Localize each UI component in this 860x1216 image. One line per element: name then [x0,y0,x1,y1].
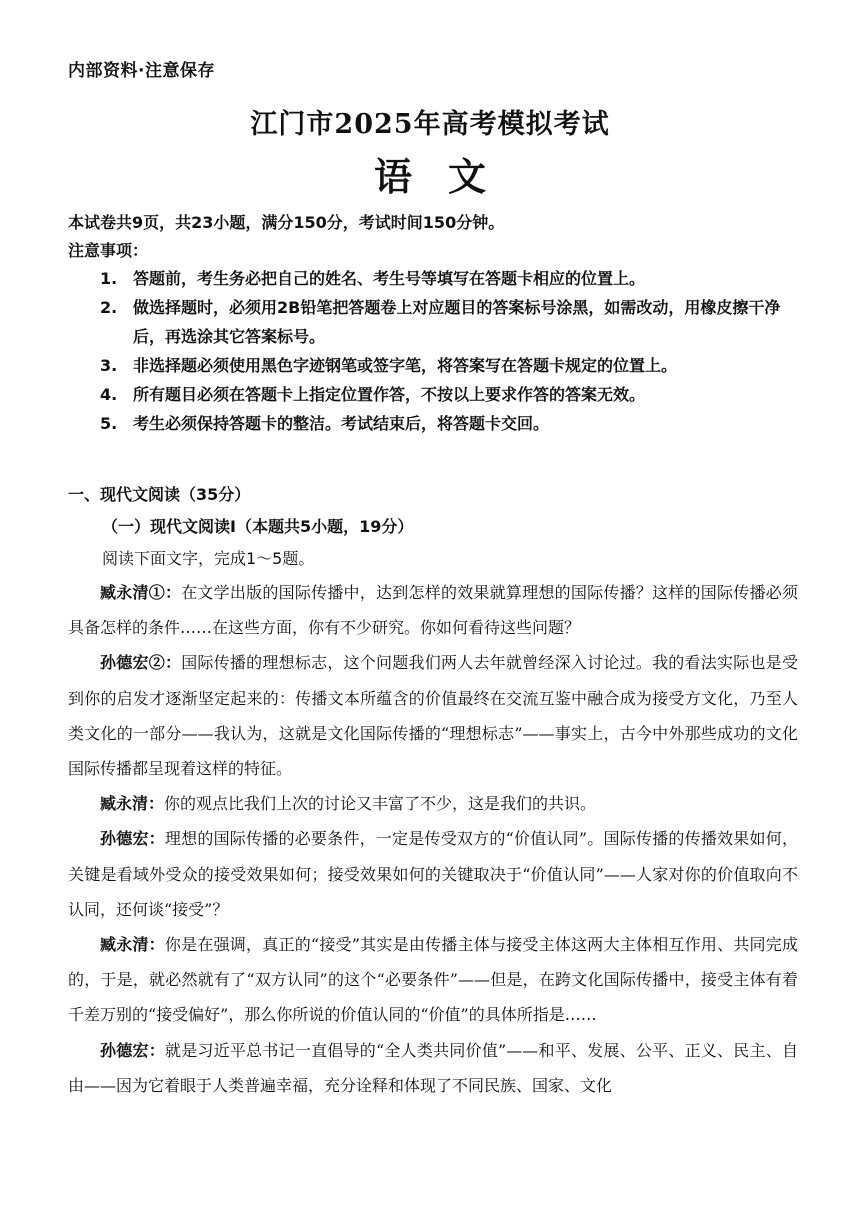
reading-passage [68,575,798,1103]
subject-title: 语文 [373,154,522,199]
exam-title: 江门市2025年高考模拟考试 [250,109,610,140]
speaker-name: 孙德宏： [100,1040,165,1060]
note-item [100,264,805,293]
note-text: 答题前，考生务必把自己的姓名、考生号等填写在答题卡相应的位置上。 [133,269,646,288]
paragraph-text: 理想的国际传播的必要条件，一定是传受双方的“价值认同”。国际传播的传播效果如何，关键是看域外受众的接受效果如何；接受效果如何的关键取决于“价值认同”——人家对你的价值取向不认同，还何谈“接受”？ [68,829,798,919]
note-item [100,380,805,409]
paragraph-text: 你是在强调，真正的“接受”其实是由传播主体与接受主体这两大主体相互作用、共同完成的，于是，就必然就有了“双方认同”的这个“必要条件”——但是，在跨文化国际传播中，接受主体有着千差万别的“接受偏好”，那么你所说的价值认同的“价值”的具体所指是…… [68,935,798,1025]
speaker-name: 臧永清： [100,935,165,955]
speaker-name: 孙德宏： [100,829,165,849]
passage-paragraph [68,927,798,1033]
passage-paragraph [68,645,798,786]
note-number: 4. [100,385,118,404]
paragraph-text: 就是习近平总书记一直倡导的“全人类共同价值”——和平、发展、公平、正义、民主、自由——因为它着眼于人类普遍幸福，充分诠释和体现了不同民族、国家、文化 [68,1040,798,1095]
notes-title: 注意事项： [68,241,149,260]
passage-paragraph [68,821,798,927]
section-title: 一、现代文阅读（35分） [68,485,251,504]
notes-list [100,264,805,438]
passage-paragraph [68,1033,798,1103]
note-text: 做选择题时，必须用2B铅笔把答题卷上对应题目的答案标号涂黑，如需改动，用橡皮擦干净后，再选涂其它答案标号。 [133,298,781,346]
speaker-name: 臧永清①： [100,583,182,602]
speaker-name: 孙德宏②： [100,653,182,673]
note-number: 1. [100,269,118,288]
exam-info: 本试卷共9页，共23小题，满分150分，考试时间150分钟。 [68,213,505,232]
note-item [100,409,805,438]
note-number: 2. [100,298,118,317]
paragraph-text: 在文学出版的国际传播中，达到怎样的效果就算理想的国际传播？这样的国际传播必须具备怎样的条件……在这些方面，你有不少研究。你如何看待这些问题？ [68,583,798,638]
passage-paragraph [68,786,798,821]
reading-instruction: 阅读下面文字，完成1～5题。 [102,549,315,568]
note-text: 非选择题必须使用黑色字迹钢笔或签字笔，将答案写在答题卡规定的位置上。 [133,356,678,375]
note-number: 5. [100,414,118,433]
paragraph-text: 国际传播的理想标志，这个问题我们两人去年就曾经深入讨论过。我的看法实际也是受到你的启发才逐渐坚定起来的：传播文本所蕴含的价值最终在交流互鉴中融合成为接受方文化，乃至人类文化的一部分——我认为，这就是文化国际传播的“理想标志”——事实上，古今中外那些成功的文化国际传播都呈现着这样的特征。 [68,653,798,779]
note-text: 所有题目必须在答题卡上指定位置作答，不按以上要求作答的答案无效。 [133,385,646,404]
note-text: 考生必须保持答题卡的整洁。考试结束后，将答题卡交回。 [133,414,550,433]
note-item [100,351,805,380]
note-item [100,293,805,351]
subsection-title: （一）现代文阅读Ⅰ（本题共5小题，19分） [102,517,414,536]
note-number: 3. [100,356,118,375]
paragraph-text: 你的观点比我们上次的讨论又丰富了不少，这是我们的共识。 [164,794,597,814]
speaker-name: 臧永清： [100,794,165,814]
confidential-label: 内部资料·注意保存 [68,61,215,81]
passage-paragraph [68,575,798,645]
